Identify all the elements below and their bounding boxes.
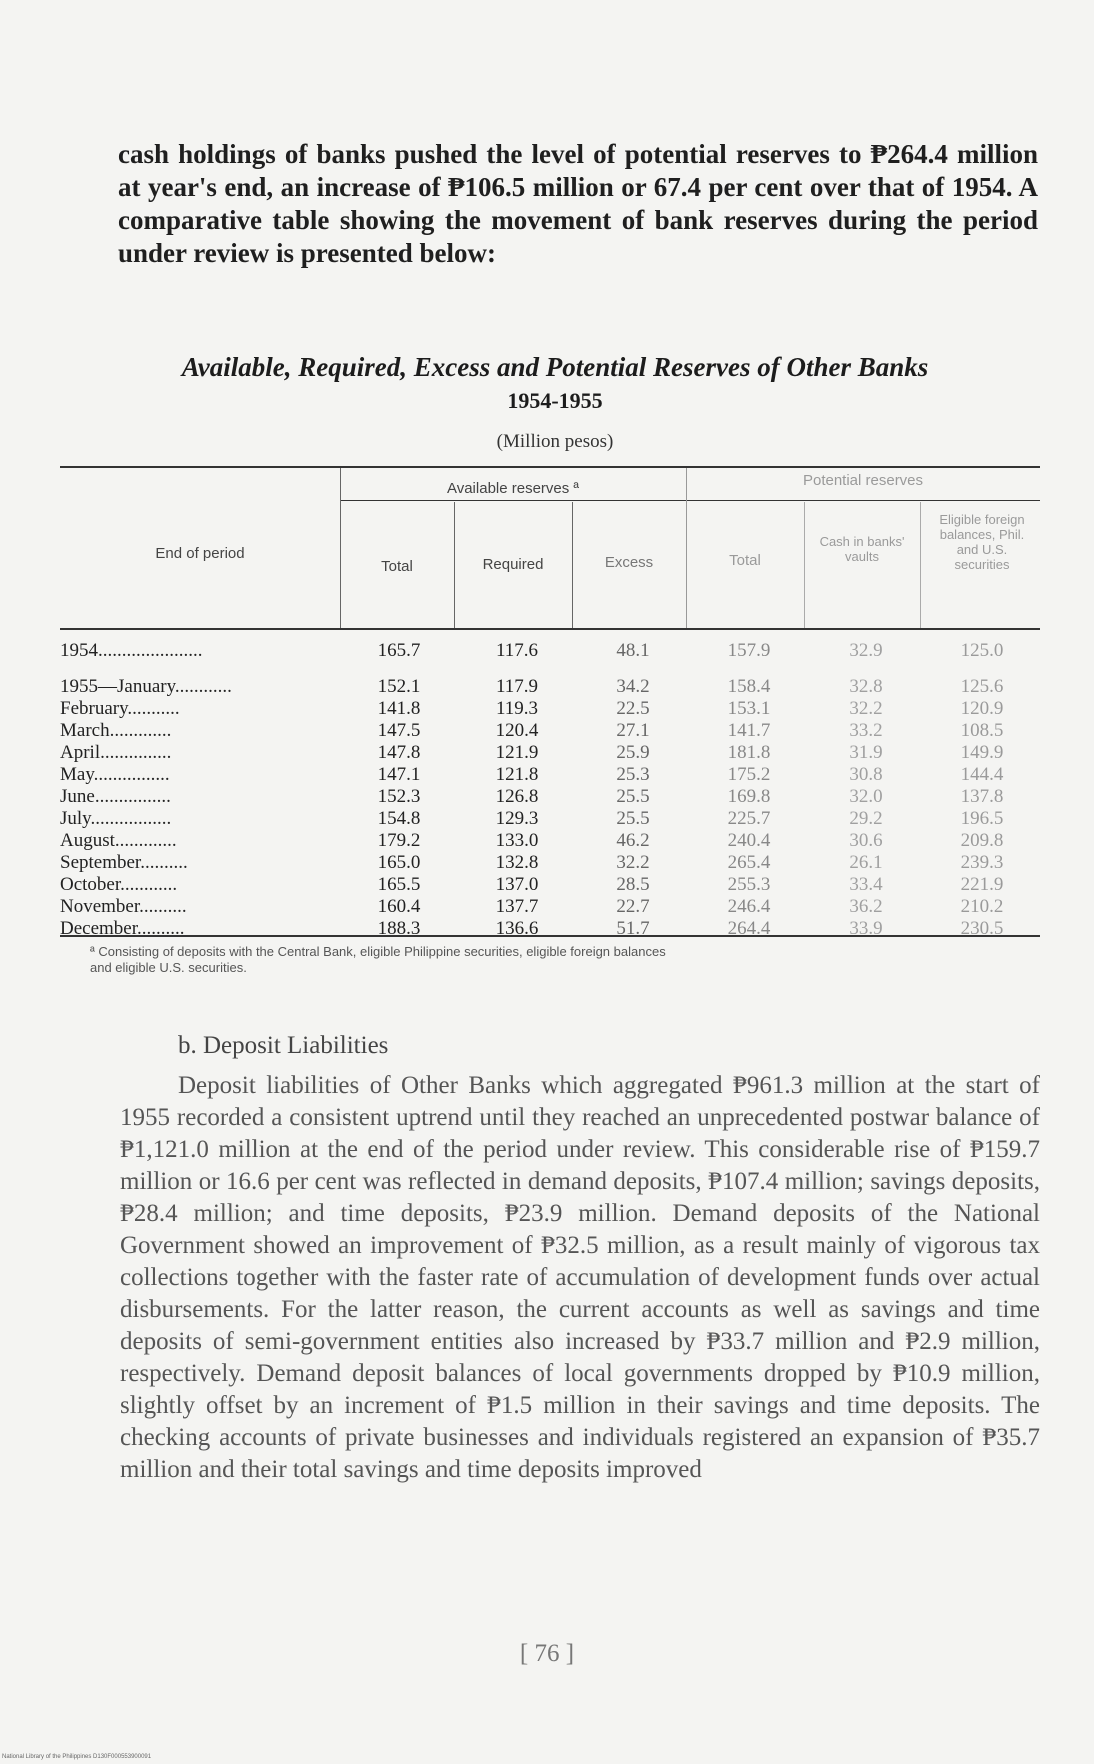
header-divider [920, 502, 921, 628]
cell-cash-in-vaults: 32.8 [849, 676, 883, 697]
cell-cash-in-vaults: 36.2 [849, 896, 883, 917]
cell-cash-in-vaults: 32.2 [849, 698, 883, 719]
library-credit: National Library of the Philippines D130F000553900091 [2, 1754, 152, 1760]
cell-potential-total: 157.9 [727, 640, 771, 661]
cell-excess: 25.5 [616, 808, 650, 829]
cell-available-total: 147.5 [377, 720, 421, 741]
cell-required: 126.8 [495, 786, 539, 807]
header-potential-total: Total [729, 552, 761, 569]
cell-available-total: 152.1 [377, 676, 421, 697]
cell-cash-in-vaults: 30.6 [849, 830, 883, 851]
row-label: March............. [60, 720, 172, 741]
footnote-line-2: and eligible U.S. securities. [90, 960, 247, 975]
cell-required: 137.7 [495, 896, 539, 917]
cell-potential-total: 264.4 [727, 918, 771, 939]
cell-required: 119.3 [495, 698, 539, 719]
header-available-reserves: Available reserves ª [446, 480, 579, 497]
header-required: Required [482, 556, 544, 573]
cell-eligible-securities: 149.9 [960, 742, 1004, 763]
cell-excess: 25.9 [616, 742, 650, 763]
intro-paragraph: cash holdings of banks pushed the level of potential reserves to ₱264.4 million at year's end, an increase of ₱106.5 million or 67.4 per cent over that of 1954. A comparative table showing the movement of bank reserves during the period under review is presented below: [118, 139, 1038, 268]
table-row [60, 764, 1040, 786]
row-label: October............ [60, 874, 178, 895]
cell-potential-total: 158.4 [727, 676, 771, 697]
group-header-rule [340, 500, 1040, 501]
cell-excess: 22.5 [616, 698, 650, 719]
cell-cash-in-vaults: 33.2 [849, 720, 883, 741]
table-row [60, 742, 1040, 764]
cell-eligible-securities: 137.8 [960, 786, 1004, 807]
cell-potential-total: 246.4 [727, 896, 771, 917]
cell-available-total: 165.5 [377, 874, 421, 895]
cell-required: 137.0 [495, 874, 539, 895]
cell-cash-in-vaults: 32.0 [849, 786, 883, 807]
cell-excess: 34.2 [616, 676, 650, 697]
cell-required: 120.4 [495, 720, 539, 741]
cell-eligible-securities: 196.5 [960, 808, 1004, 829]
cell-excess: 28.5 [616, 874, 650, 895]
table-row [60, 676, 1040, 698]
header-divider [686, 468, 687, 628]
cell-available-total: 165.7 [377, 640, 421, 661]
header-excess: Excess [604, 554, 654, 571]
cell-cash-in-vaults: 26.1 [849, 852, 883, 873]
cell-excess: 22.7 [616, 896, 650, 917]
cell-available-total: 147.8 [377, 742, 421, 763]
cell-potential-total: 141.7 [727, 720, 771, 741]
cell-available-total: 152.3 [377, 786, 421, 807]
cell-excess: 25.3 [616, 764, 650, 785]
header-eligible-securities: Eligible foreign balances, Phil. and U.S. securities [939, 512, 1025, 572]
table-row [60, 720, 1040, 742]
cell-required: 117.9 [495, 676, 539, 697]
cell-cash-in-vaults: 31.9 [849, 742, 883, 763]
cell-excess: 48.1 [616, 640, 650, 661]
table-row [60, 874, 1040, 896]
cell-potential-total: 175.2 [727, 764, 771, 785]
cell-available-total: 147.1 [377, 764, 421, 785]
row-label: November.......... [60, 896, 187, 917]
cell-available-total: 141.8 [377, 698, 421, 719]
cell-potential-total: 240.4 [727, 830, 771, 851]
row-label: June................ [60, 786, 171, 807]
header-cash-in-vaults: Cash in banks' vaults [819, 534, 905, 564]
cell-cash-in-vaults: 33.4 [849, 874, 883, 895]
cell-excess: 25.5 [616, 786, 650, 807]
cell-eligible-securities: 125.6 [960, 676, 1004, 697]
table-row [60, 698, 1040, 720]
header-end-of-period: End of period [155, 545, 245, 562]
cell-excess: 46.2 [616, 830, 650, 851]
header-total: Total [381, 558, 413, 575]
row-label: December.......... [60, 918, 185, 939]
cell-potential-total: 181.8 [727, 742, 771, 763]
body-paragraph: Deposit liabilities of Other Banks which aggregated ₱961.3 million at the start of 1955 recorded a consistent uptrend until they reached an unprecedented postwar balance of ₱1,121.0 million at the end of the period under review. This considerable rise of ₱159.7 million or 16.6 per cent was reflected in demand deposits, ₱107.4 million; savings deposits, ₱28.4 million; and time deposits, ₱23.9 million. Demand deposits of the National Government showed an improvement of ₱32.5 million, as a result mainly of vigorous tax collections together with the faster rate of accumulation of development funds over actual disbursements. For the latter reason, the current accounts as well as savings and time deposits of semi-government entities also increased by ₱33.7 million and ₱2.9 million, respectively. Demand deposit balances of local governments dropped by ₱10.9 million, slightly offset by an increment of ₱1.5 million in their savings and time deposits. The checking accounts of private businesses and individuals registered an expansion of ₱35.7 million and their total savings and time deposits improved [120, 1072, 1040, 1483]
cell-required: 133.0 [495, 830, 539, 851]
section-heading: b. Deposit Liabilities [178, 1032, 389, 1059]
cell-cash-in-vaults: 33.9 [849, 918, 883, 939]
cell-available-total: 165.0 [377, 852, 421, 873]
cell-potential-total: 255.3 [727, 874, 771, 895]
table-top-rule [60, 466, 1040, 468]
cell-available-total: 179.2 [377, 830, 421, 851]
cell-excess: 51.7 [616, 918, 650, 939]
page-number: [ 76 ] [519, 1640, 575, 1667]
cell-required: 121.8 [495, 764, 539, 785]
table-units: (Million pesos) [496, 431, 614, 452]
row-label: August............. [60, 830, 177, 851]
row-label: April............... [60, 742, 172, 763]
cell-available-total: 160.4 [377, 896, 421, 917]
table-row [60, 918, 1040, 940]
cell-required: 117.6 [495, 640, 539, 661]
cell-required: 129.3 [495, 808, 539, 829]
cell-required: 132.8 [495, 852, 539, 873]
row-label: 1954...................... [60, 640, 203, 661]
row-label: May................ [60, 764, 170, 785]
cell-eligible-securities: 209.8 [960, 830, 1004, 851]
row-label: September.......... [60, 852, 188, 873]
table-row [60, 896, 1040, 918]
header-bottom-rule [60, 628, 1040, 630]
cell-excess: 32.2 [616, 852, 650, 873]
cell-eligible-securities: 144.4 [960, 764, 1004, 785]
row-label: February........... [60, 698, 180, 719]
reserves-table [60, 640, 1040, 940]
cell-eligible-securities: 210.2 [960, 896, 1004, 917]
table-row [60, 808, 1040, 830]
cell-eligible-securities: 108.5 [960, 720, 1004, 741]
cell-eligible-securities: 125.0 [960, 640, 1004, 661]
cell-available-total: 154.8 [377, 808, 421, 829]
footnote-line-1: ª Consisting of deposits with the Central Bank, eligible Philippine securities, eligible foreign balances [90, 944, 666, 959]
cell-potential-total: 153.1 [727, 698, 771, 719]
cell-potential-total: 225.7 [727, 808, 771, 829]
cell-eligible-securities: 239.3 [960, 852, 1004, 873]
cell-potential-total: 169.8 [727, 786, 771, 807]
cell-excess: 27.1 [616, 720, 650, 741]
table-row [60, 640, 1040, 662]
cell-eligible-securities: 230.5 [960, 918, 1004, 939]
cell-cash-in-vaults: 32.9 [849, 640, 883, 661]
cell-potential-total: 265.4 [727, 852, 771, 873]
header-potential-reserves: Potential reserves [802, 472, 924, 489]
cell-cash-in-vaults: 30.8 [849, 764, 883, 785]
cell-available-total: 188.3 [377, 918, 421, 939]
table-row [60, 852, 1040, 874]
row-label: July................. [60, 808, 172, 829]
spacer-row [60, 662, 1040, 676]
table-row [60, 786, 1040, 808]
cell-eligible-securities: 221.9 [960, 874, 1004, 895]
cell-eligible-securities: 120.9 [960, 698, 1004, 719]
cell-required: 121.9 [495, 742, 539, 763]
cell-cash-in-vaults: 29.2 [849, 808, 883, 829]
header-divider [804, 502, 805, 628]
table-footnote [90, 944, 1040, 976]
row-label: 1955—January............ [60, 676, 232, 697]
table-years: 1954-1955 [507, 388, 603, 413]
table-title: Available, Required, Excess and Potential Reserves of Other Banks [181, 352, 929, 382]
table-row [60, 830, 1040, 852]
cell-required: 136.6 [495, 918, 539, 939]
